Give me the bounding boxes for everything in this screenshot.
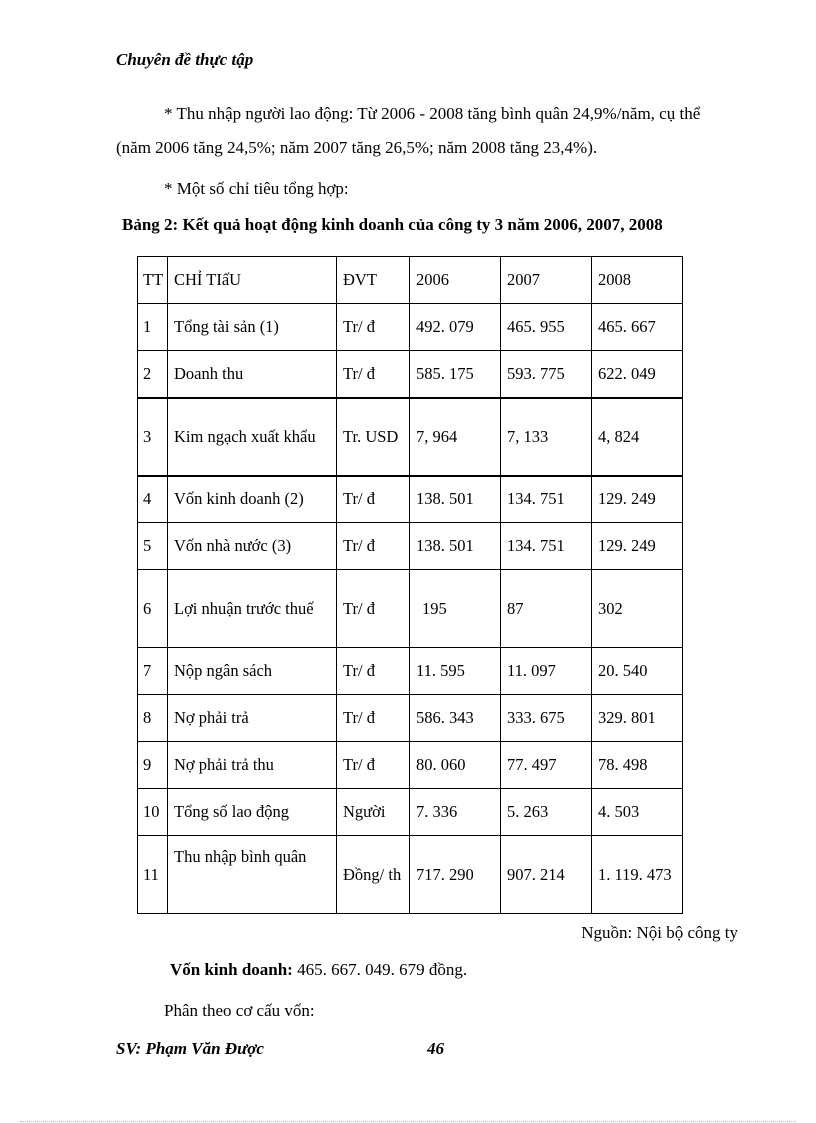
- cell-indicator: Vốn kinh doanh (2): [168, 476, 337, 523]
- cell-2006: 586. 343: [410, 695, 501, 742]
- cell-tt: 8: [138, 695, 168, 742]
- header-dvt: ĐVT: [337, 257, 410, 304]
- cell-unit: Tr/ đ: [337, 476, 410, 523]
- cell-2007: 134. 751: [501, 523, 592, 570]
- table-row: [138, 398, 683, 476]
- cell-2006: 11. 595: [410, 648, 501, 695]
- cell-2007: 11. 097: [501, 648, 592, 695]
- capital-label: Vốn kinh doanh:: [170, 960, 293, 979]
- cell-2007: 87: [501, 570, 592, 648]
- cell-2008: 20. 540: [592, 648, 683, 695]
- cell-2006: 585. 175: [410, 351, 501, 398]
- cell-tt: 11: [138, 836, 168, 914]
- cell-unit: Tr/ đ: [337, 742, 410, 789]
- capital-value: 465. 667. 049. 679 đồng.: [292, 960, 468, 979]
- header-2006: 2006: [410, 257, 501, 304]
- table-caption: Bảng 2: Kết quả hoạt động kinh doanh của công ty 3 năm 2006, 2007, 2008: [122, 215, 663, 234]
- cell-tt: 4: [138, 476, 168, 523]
- cell-2007: 77. 497: [501, 742, 592, 789]
- table-header-row: [138, 257, 683, 304]
- cell-indicator: Lợi nhuận trước thuế: [168, 570, 337, 648]
- cell-unit: Tr/ đ: [337, 570, 410, 648]
- cell-indicator: Kim ngạch xuất khẩu: [168, 398, 337, 476]
- cell-2008: 302: [592, 570, 683, 648]
- cell-2008: 622. 049: [592, 351, 683, 398]
- cell-2008: 4. 503: [592, 789, 683, 836]
- header-2007: 2007: [501, 257, 592, 304]
- income-paragraph: * Thu nhập người lao động: Từ 2006 - 2008 tăng bình quân 24,9%/năm, cụ thể (năm 2006 tăng 24,5%; năm 2007 tăng 26,5%; năm 2008 tăng 23,4%).: [116, 104, 701, 157]
- cell-indicator: Nợ phải trả thu: [168, 742, 337, 789]
- cell-2007: 907. 214: [501, 836, 592, 914]
- cell-tt: 1: [138, 304, 168, 351]
- cell-2006: 7. 336: [410, 789, 501, 836]
- table-row: [138, 648, 683, 695]
- cell-unit: Tr. USD: [337, 398, 410, 476]
- cell-tt: 10: [138, 789, 168, 836]
- cell-2008: 129. 249: [592, 523, 683, 570]
- cell-2006: 7, 964: [410, 398, 501, 476]
- cell-2007: 333. 675: [501, 695, 592, 742]
- header-tt: TT: [138, 257, 168, 304]
- cell-unit: Tr/ đ: [337, 523, 410, 570]
- cell-2006: 80. 060: [410, 742, 501, 789]
- table-row: [138, 789, 683, 836]
- header-chi-tieu: CHỈ TIấU: [168, 257, 337, 304]
- indicators-intro: * Một số chỉ tiêu tổng hợp:: [164, 179, 349, 198]
- cell-2008: 329. 801: [592, 695, 683, 742]
- cell-indicator: Nợ phải trả: [168, 695, 337, 742]
- cell-2007: 465. 955: [501, 304, 592, 351]
- cell-2007: 5. 263: [501, 789, 592, 836]
- cell-indicator: Tổng tài sản (1): [168, 304, 337, 351]
- table-row: [138, 523, 683, 570]
- cell-unit: Đồng/ th: [337, 836, 410, 914]
- cell-unit: Tr/ đ: [337, 351, 410, 398]
- cell-2007: 7, 133: [501, 398, 592, 476]
- cell-tt: 2: [138, 351, 168, 398]
- cell-unit: Tr/ đ: [337, 648, 410, 695]
- cell-unit: Tr/ đ: [337, 304, 410, 351]
- cell-2006: 492. 079: [410, 304, 501, 351]
- cell-indicator: Tổng số lao động: [168, 789, 337, 836]
- table-row: [138, 304, 683, 351]
- cell-2008: 1. 119. 473: [592, 836, 683, 914]
- capital-structure-intro: Phân theo cơ cấu vốn:: [164, 1001, 315, 1020]
- footer-author: SV: Phạm Văn Được: [116, 1039, 264, 1058]
- cell-indicator: Thu nhập bình quân: [168, 836, 337, 914]
- results-table: [137, 256, 683, 914]
- table-row: [138, 476, 683, 523]
- page-header: Chuyên đề thực tập: [116, 50, 254, 69]
- cell-2008: 465. 667: [592, 304, 683, 351]
- cell-2006: 195: [410, 570, 501, 648]
- cell-tt: 5: [138, 523, 168, 570]
- cell-2006: 138. 501: [410, 523, 501, 570]
- cell-tt: 6: [138, 570, 168, 648]
- cell-2007: 593. 775: [501, 351, 592, 398]
- cell-tt: 9: [138, 742, 168, 789]
- table-row: [138, 836, 683, 914]
- capital-line: [170, 960, 467, 980]
- cell-tt: 7: [138, 648, 168, 695]
- cell-2007: 134. 751: [501, 476, 592, 523]
- cell-tt: 3: [138, 398, 168, 476]
- table-row: [138, 695, 683, 742]
- cell-indicator: Nộp ngân sách: [168, 648, 337, 695]
- cell-indicator: Vốn nhà nước (3): [168, 523, 337, 570]
- cell-indicator: Doanh thu: [168, 351, 337, 398]
- header-2008: 2008: [592, 257, 683, 304]
- page-number: 46: [427, 1039, 444, 1058]
- cell-2008: 4, 824: [592, 398, 683, 476]
- cell-2006: 138. 501: [410, 476, 501, 523]
- cell-2008: 78. 498: [592, 742, 683, 789]
- cell-unit: Người: [337, 789, 410, 836]
- table-row: [138, 570, 683, 648]
- cell-2006: 717. 290: [410, 836, 501, 914]
- cell-2008: 129. 249: [592, 476, 683, 523]
- table-row: [138, 351, 683, 398]
- cell-unit: Tr/ đ: [337, 695, 410, 742]
- table-source: Nguồn: Nội bộ công ty: [581, 923, 738, 942]
- table-row: [138, 742, 683, 789]
- page-bottom-divider: [20, 1121, 796, 1122]
